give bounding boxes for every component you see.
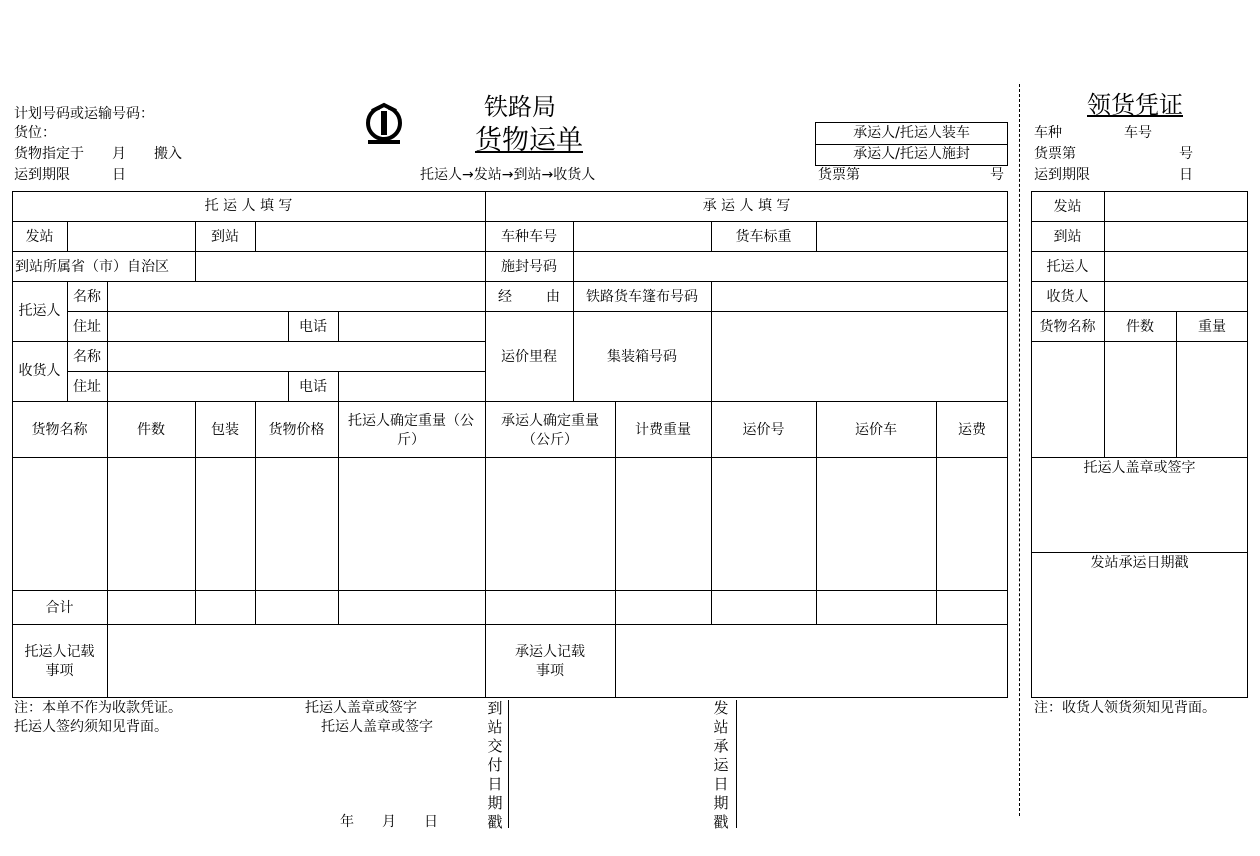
shipper-label: 托运人 — [18, 303, 61, 319]
col-shipper-weight: 托运人确定重量（公斤） — [348, 413, 474, 448]
deadline-label: 运到期限 日 — [14, 167, 126, 183]
flow-label: 托运人→发站→到站→收货人 — [420, 167, 596, 183]
consignee-name-label: 名称 — [73, 349, 101, 365]
seal-label: 承运人/托运人施封 — [853, 146, 970, 162]
note-not-receipt: 注：本单不作为收款凭证。 — [14, 700, 182, 716]
via-label-b: 由 — [546, 289, 560, 305]
departure-stamp-line — [736, 700, 737, 828]
consignee-phone-label: 电话 — [299, 379, 327, 395]
receipt-car-type-label: 车种 — [1034, 125, 1062, 141]
col-rate-no: 运价号 — [742, 422, 785, 438]
shipper-sign-2: 托运人盖章或签字 — [321, 719, 433, 735]
to-station-label: 到站 — [211, 229, 239, 245]
container-no-label: 集装箱号码 — [607, 349, 677, 365]
col-cargo-value: 货物价格 — [268, 422, 325, 438]
province-label: 到站所属省（市）自治区 — [15, 259, 169, 275]
receipt-weight: 重量 — [1198, 319, 1226, 335]
arrival-stamp-line — [508, 700, 509, 828]
col-rate-car: 运价车 — [855, 422, 897, 438]
receipt-ticket-suffix: 号 — [1179, 146, 1193, 162]
cargo-date-label: 货物指定于 月 搬入 — [14, 146, 182, 162]
bureau-title: 铁路局 — [484, 93, 556, 121]
load-label: 承运人/托运人装车 — [853, 125, 970, 141]
receipt-note: 注：收货人领货须知见背面。 — [1034, 700, 1216, 716]
receipt-title: 领货凭证 — [1087, 91, 1183, 119]
receipt-car-no-label: 车号 — [1124, 125, 1152, 141]
via-label-a: 经 — [498, 289, 512, 305]
plan-number-label: 计划号码或运输号码： — [14, 106, 154, 122]
receipt-shipper: 托运人 — [1046, 259, 1089, 275]
col-billing-weight: 计费重量 — [635, 422, 691, 438]
total-label: 合计 — [45, 600, 74, 616]
ticket-no-label: 货票第 — [818, 167, 860, 183]
ticket-no-suffix: 号 — [990, 167, 1004, 183]
receipt-cargo-name: 货物名称 — [1039, 319, 1096, 335]
sign-date: 年 月 日 — [340, 814, 438, 830]
receipt-ticket-label: 货票第 — [1034, 146, 1076, 162]
page-title: 货物运单 — [475, 125, 583, 156]
arrival-stamp-label: 到站交付日期戳 — [487, 699, 503, 831]
shipper-sign-1: 托运人盖章或签字 — [305, 700, 417, 716]
note-contract: 托运人签约须知见背面。 — [14, 719, 168, 735]
receipt-from-station: 发站 — [1053, 199, 1082, 215]
shipper-name-label: 名称 — [73, 289, 101, 305]
receipt-deadline-label: 运到期限 — [1034, 167, 1090, 183]
car-tonnage-label: 货车标重 — [735, 229, 792, 245]
receipt-consignee: 收货人 — [1046, 289, 1089, 305]
shipper-notes-label: 托运人记载事项 — [24, 644, 95, 679]
mileage-label: 运价里程 — [501, 349, 557, 365]
tarp-no-label: 铁路货车篷布号码 — [586, 289, 698, 305]
car-type-no-label: 车种车号 — [501, 229, 557, 245]
slot-label: 货位： — [14, 125, 56, 141]
receipt-day-label: 日 — [1179, 167, 1193, 183]
shipper-fill-title: 托 运 人 填 写 — [204, 198, 293, 214]
col-freight: 运费 — [958, 422, 986, 438]
departure-stamp-label: 发站承运日期戳 — [713, 699, 729, 831]
consignee-address-label: 住址 — [73, 379, 101, 395]
receipt-pieces: 件数 — [1126, 319, 1154, 335]
carrier-fill-title: 承 运 人 填 写 — [702, 198, 791, 214]
col-pieces: 件数 — [137, 422, 165, 438]
tear-off-line — [1019, 84, 1020, 816]
railway-logo-icon — [364, 102, 406, 146]
consignee-label: 收货人 — [18, 363, 61, 379]
receipt-stamp-label: 发站承运日期戳 — [1090, 555, 1189, 571]
receipt-sign-label: 托运人盖章或签字 — [1083, 460, 1196, 476]
shipper-phone-label: 电话 — [299, 319, 327, 335]
receipt-to-station: 到站 — [1053, 229, 1082, 245]
col-cargo-name: 货物名称 — [31, 422, 88, 438]
col-packing: 包装 — [211, 422, 239, 438]
from-station-label: 发站 — [25, 229, 54, 245]
carrier-notes-label: 承运人记载事项 — [515, 644, 585, 679]
shipper-address-label: 住址 — [73, 319, 101, 335]
seal-no-label: 施封号码 — [501, 259, 557, 275]
col-carrier-weight: 承运人确定重量（公斤） — [501, 413, 599, 448]
